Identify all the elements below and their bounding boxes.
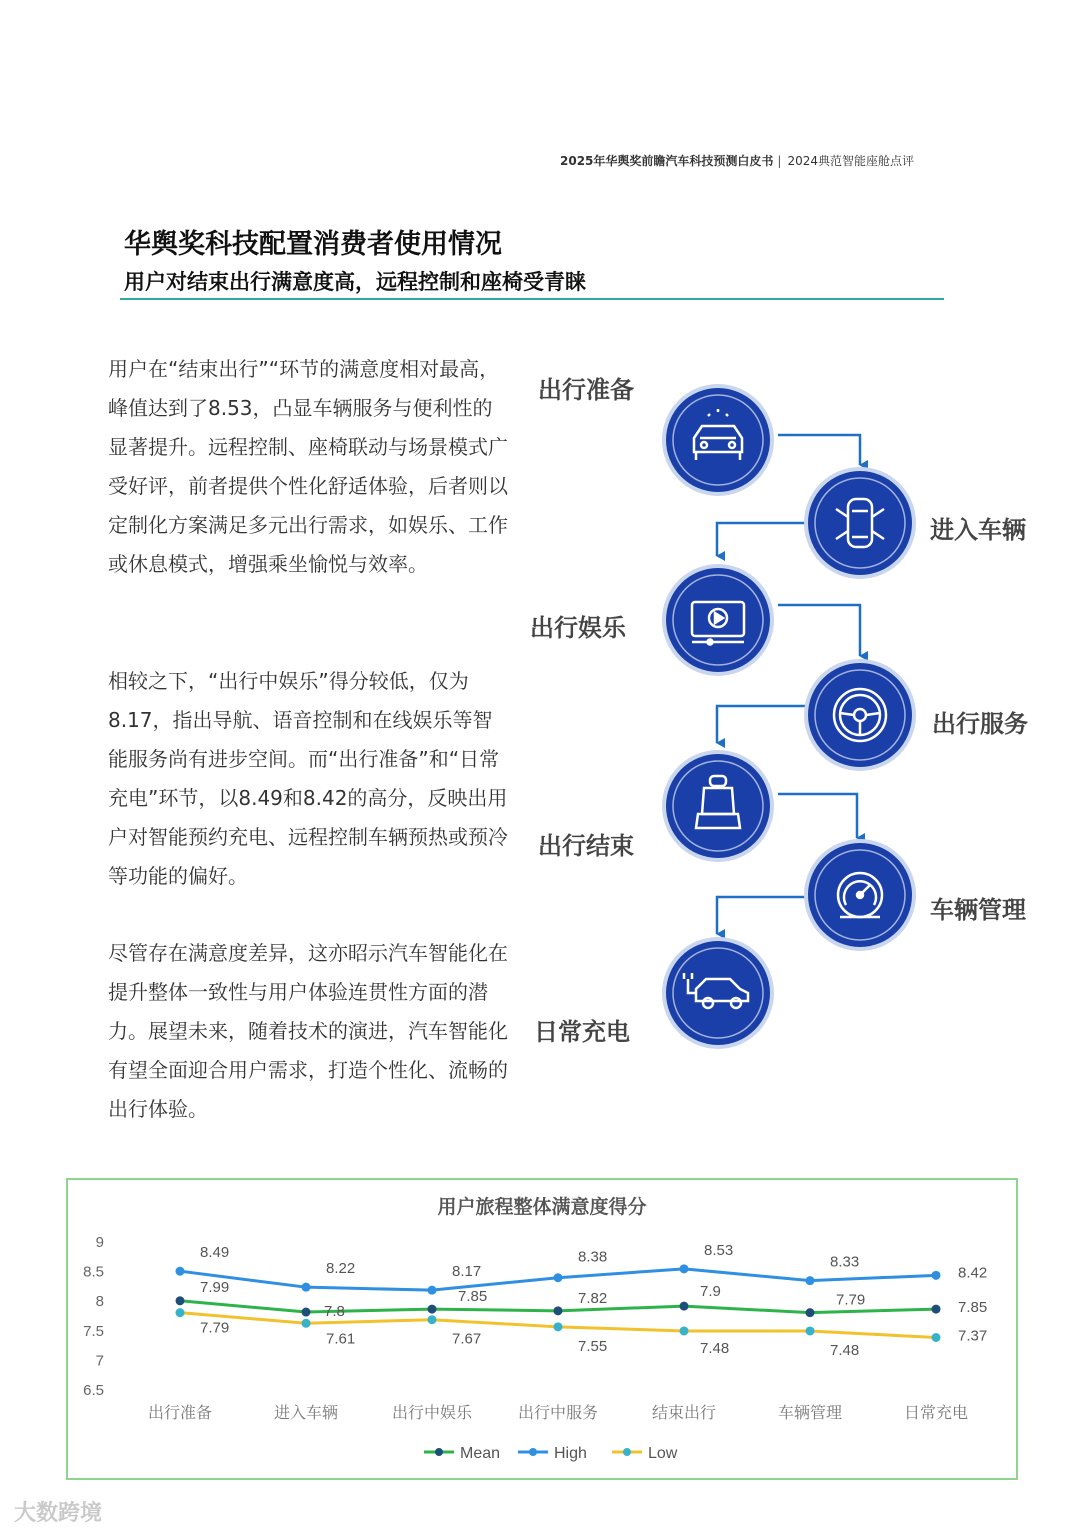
flow-arrow-5 [778, 794, 857, 838]
data-point-low [680, 1326, 689, 1335]
data-label-low: 7.37 [958, 1327, 988, 1345]
data-point-low [176, 1308, 185, 1317]
data-label-low: 7.48 [830, 1341, 860, 1359]
step-circle-1 [662, 384, 774, 496]
data-point-low [932, 1333, 941, 1342]
y-tick-label: 7 [95, 1352, 104, 1370]
header-report-title: 2025年华舆奖前瞻汽车科技预测白皮书 [560, 154, 774, 168]
body-paragraph-2: 相较之下，“出行中娱乐”得分较低，仅为8.17，指出导航、语音控制和在线娱乐等智能服务尚有进步空间。而“出行准备”和“日常充电”环节，以8.49和8.42的高分，反映出用户对智能预约充电、远程控制车辆预热或预冷等功能的偏好。 [108, 669, 508, 888]
data-point-mean [932, 1305, 941, 1314]
data-label-high: 8.42 [958, 1264, 988, 1282]
data-label-low: 7.79 [200, 1319, 230, 1337]
title-divider [120, 298, 944, 300]
chart-title: 用户旅程整体满意度得分 [437, 1196, 647, 1218]
data-point-mean [554, 1306, 563, 1315]
legend-label-low: Low [648, 1445, 678, 1462]
satisfaction-line-chart [68, 1180, 1016, 1478]
step-circle-2 [804, 467, 916, 579]
y-tick-label: 8 [95, 1293, 104, 1311]
x-tick-label: 车辆管理 [777, 1403, 843, 1422]
y-tick-label: 6.5 [83, 1382, 104, 1399]
y-tick-label: 9 [95, 1234, 104, 1251]
legend-marker-high [529, 1448, 537, 1456]
data-label-low: 7.67 [452, 1330, 482, 1348]
header-divider: | [777, 154, 782, 168]
data-point-low [554, 1322, 563, 1331]
step-circle-4 [804, 659, 916, 771]
step-circle-7 [662, 937, 774, 1049]
data-label-low: 7.55 [578, 1337, 608, 1355]
data-label-mean: 7.82 [578, 1289, 608, 1307]
journey-flow-diagram [520, 350, 1060, 1070]
page-subtitle: 用户对结束出行满意度高，远程控制和座椅受青睐 [124, 270, 586, 294]
data-point-high [176, 1267, 185, 1276]
x-tick-label: 出行中娱乐 [391, 1403, 473, 1422]
x-tick-label: 结束出行 [651, 1403, 717, 1422]
data-label-high: 8.17 [452, 1263, 482, 1281]
data-point-low [302, 1319, 311, 1328]
step-circle-6 [804, 839, 916, 951]
data-point-high [302, 1283, 311, 1292]
page-title: 华舆奖科技配置消费者使用情况 [124, 229, 502, 260]
data-point-high [554, 1273, 563, 1282]
data-point-mean [176, 1296, 185, 1305]
step-label-7: 日常充电 [534, 1018, 630, 1046]
header-section-title: 2024典范智能座舱点评 [787, 154, 914, 168]
data-point-mean [302, 1308, 311, 1317]
data-label-low: 7.48 [700, 1339, 730, 1357]
page-header [560, 152, 940, 169]
data-point-high [806, 1276, 815, 1285]
step-label-5: 出行结束 [538, 832, 634, 860]
legend-label-mean: Mean [460, 1445, 501, 1462]
y-tick-label: 8.5 [83, 1263, 104, 1281]
data-label-low: 7.61 [326, 1330, 356, 1348]
step-label-3: 出行娱乐 [530, 614, 626, 642]
data-point-low [428, 1315, 437, 1324]
step-label-2: 进入车辆 [930, 516, 1026, 544]
data-label-high: 8.33 [830, 1253, 860, 1271]
data-label-mean: 7.85 [458, 1288, 488, 1306]
data-label-mean: 7.85 [958, 1299, 988, 1317]
step-circle-5 [662, 750, 774, 862]
legend-marker-mean [435, 1448, 443, 1456]
flow-arrow-2 [717, 523, 807, 556]
data-label-high: 8.49 [200, 1244, 230, 1262]
x-tick-label: 日常充电 [903, 1403, 969, 1422]
data-point-high [932, 1271, 941, 1280]
data-point-mean [428, 1305, 437, 1314]
data-label-mean: 7.79 [836, 1291, 866, 1309]
data-point-high [680, 1264, 689, 1273]
data-label-mean: 7.9 [700, 1283, 721, 1301]
flow-arrow-6 [717, 897, 807, 934]
flow-arrow-1 [778, 435, 860, 465]
x-tick-label: 出行准备 [147, 1403, 213, 1422]
flow-arrow-4 [717, 706, 807, 743]
data-label-high: 8.53 [704, 1241, 734, 1259]
y-tick-label: 7.5 [83, 1322, 104, 1340]
watermark: 大数跨境 [14, 1501, 103, 1526]
data-label-mean: 7.8 [324, 1303, 345, 1321]
step-circle-3 [662, 564, 774, 676]
x-tick-label: 出行中服务 [517, 1403, 599, 1422]
step-label-1: 出行准备 [538, 376, 634, 404]
step-label-4: 出行服务 [932, 710, 1028, 738]
data-label-high: 8.38 [578, 1248, 608, 1266]
step-label-6: 车辆管理 [930, 896, 1026, 924]
body-paragraph-1: 用户在“结束出行”“环节的满意度相对最高，峰值达到了8.53，凸显车辆服务与便利性的显著提升。远程控制、座椅联动与场景模式广受好评，前者提供个性化舒适体验，后者则以定制化方案满足多元出行需求，如娱乐、工作或休息模式，增强乘坐愉悦与效率。 [108, 357, 508, 576]
flow-arrow-3 [778, 605, 860, 656]
data-label-high: 8.22 [326, 1260, 356, 1278]
body-paragraph-3: 尽管存在满意度差异，这亦昭示汽车智能化在提升整体一致性与用户体验连贯性方面的潜力。展望未来，随着技术的演进，汽车智能化有望全面迎合用户需求，打造个性化、流畅的出行体验。 [108, 941, 508, 1121]
legend-marker-low [623, 1448, 631, 1456]
data-point-high [428, 1286, 437, 1295]
data-label-mean: 7.99 [200, 1278, 230, 1296]
legend-label-high: High [554, 1445, 587, 1462]
data-point-low [806, 1326, 815, 1335]
satisfaction-chart-panel [66, 1178, 1018, 1480]
data-point-mean [806, 1308, 815, 1317]
data-point-mean [680, 1302, 689, 1311]
x-tick-label: 进入车辆 [273, 1403, 339, 1422]
